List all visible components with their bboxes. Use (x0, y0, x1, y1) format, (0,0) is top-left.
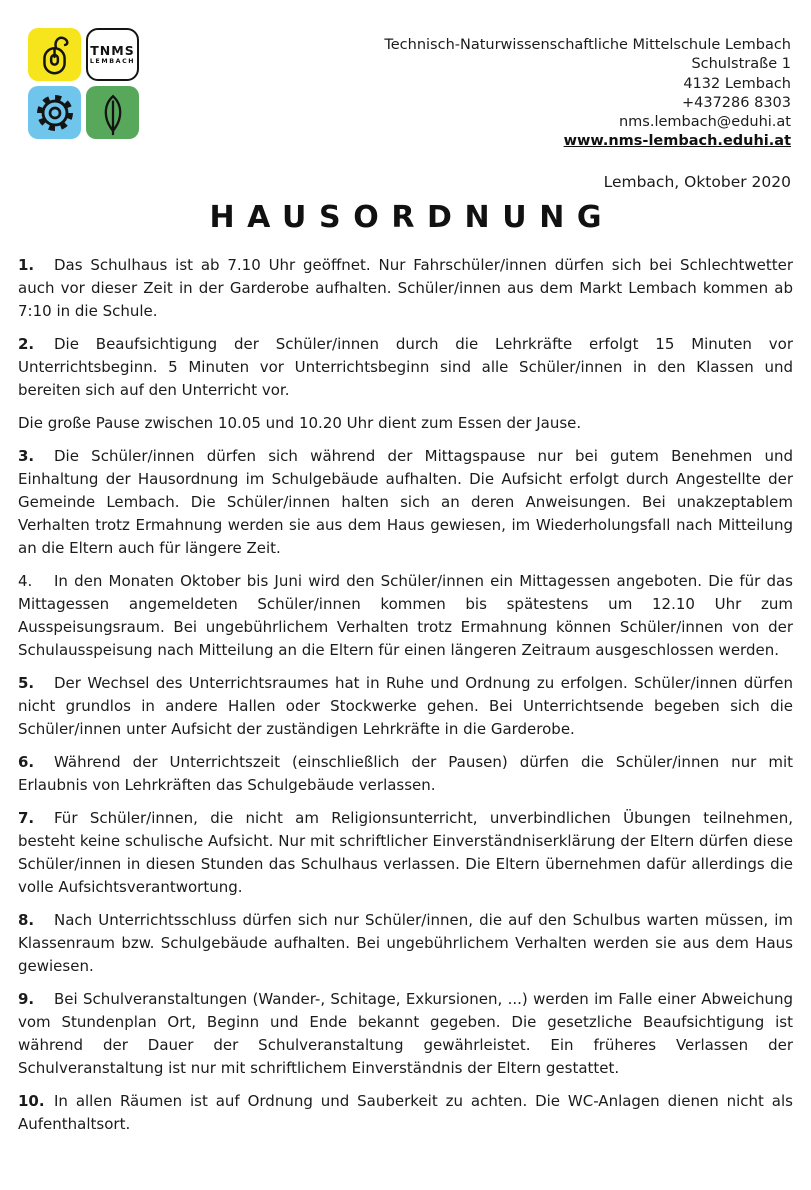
logo-tile-mouse (28, 28, 81, 81)
rule-paragraph-7 (18, 807, 793, 899)
document-body (18, 254, 793, 1146)
logo-tile-gear (28, 86, 81, 139)
rule-text: Bei Schulveranstaltungen (Wander-, Schitage, Exkursionen, ...) werden im Falle einer Abweichung vom Stundenplan Ort, Beginn und Ende bekannt gegeben. Die gesetzliche Beaufsichtigung ist während der Dauer der Schulveranstaltung gewährleistet. Ein früheres Verlassen der Schulveranstaltung ist nur mit schriftlichem Einverständnis der Eltern gestattet. (18, 990, 793, 1077)
rule-text: Die Beaufsichtigung der Schüler/innen durch die Lehrkräfte erfolgt 15 Minuten vor Unterrichtsbeginn. 5 Minuten vor Unterrichtsbeginn sind alle Schüler/innen in den Klassen und bereiten sich auf den Unterricht vor. (18, 335, 793, 399)
rule-paragraph-2 (18, 333, 793, 402)
logo-tile-tnms (86, 28, 139, 81)
tnms-wordmark-sub: LEMBACH (89, 57, 136, 65)
rule-text: Nach Unterrichtsschluss dürfen sich nur Schüler/innen, die auf den Schulbus warten müssen, im Klassenraum bzw. Schulgebäude aufhalten. Bei ungebührlichem Verhalten werden sie aus dem Haus gewiesen. (18, 911, 793, 975)
rule-number: 5. (18, 674, 35, 692)
rule-paragraph-9 (18, 988, 793, 1080)
website-line (384, 132, 791, 151)
rule-number: 6. (18, 753, 35, 771)
letterhead (384, 36, 791, 192)
rule-number: 4. (18, 572, 33, 590)
tnms-wordmark: TNMS (90, 42, 135, 58)
rule-text: In den Monaten Oktober bis Juni wird den Schüler/innen ein Mittagessen angeboten. Die für das Mittagessen angemeldeten Schüler/innen kommen bis spätestens um 12.10 Uhr zum Ausspeisungsraum. Bei ungebührlichem Verhalten trotz Ermahnung können Schüler/innen von der Schulausspeisung nach Mitteilung an die Eltern für einen längeren Zeitraum ausgeschlossen werden. (18, 572, 793, 659)
rule-text: Während der Unterrichtszeit (einschließlich der Pausen) dürfen die Schüler/innen nur mit Erlaubnis von Lehrkräften das Schulgebäude verlassen. (18, 753, 793, 794)
street-address: Schulstraße 1 (691, 56, 791, 73)
rule-number: 3. (18, 447, 35, 465)
rule-number: 1. (18, 256, 35, 274)
rule-paragraph-3 (18, 445, 793, 560)
dateline: Lembach, Oktober 2020 (603, 172, 791, 191)
rule-text: Das Schulhaus ist ab 7.10 Uhr geöffnet. Nur Fahrschüler/innen dürfen sich bei Schlechtwetter auch vor dieser Zeit in der Garderobe aufhalten. Schüler/innen aus dem Markt Lembach kommen ab 7:10 in die Schule. (18, 256, 793, 320)
rule-paragraph-8 (18, 909, 793, 978)
document-title: HAUSORDNUNG (209, 200, 615, 235)
rule-text: Der Wechsel des Unterrichtsraumes hat in Ruhe und Ordnung zu erfolgen. Schüler/innen dürfen nicht grundlos in andere Hallen oder Stockwerke gehen. Bei Unterrichtsende begeben sich die Schüler/innen unter Aufsicht der zuständigen Lehrkräfte in die Garderobe. (18, 674, 793, 738)
rule-paragraph-4 (18, 570, 793, 662)
rule-text: In allen Räumen ist auf Ordnung und Sauberkeit zu achten. Die WC-Anlagen dienen nicht als Aufenthaltsort. (18, 1092, 793, 1133)
pause-note (18, 412, 793, 435)
rule-number: 8. (18, 911, 35, 929)
city-address: 4132 Lembach (683, 75, 791, 92)
leaf-icon (90, 90, 136, 136)
logo-tile-leaf (86, 86, 139, 139)
gear-icon (32, 90, 78, 136)
rule-text: Für Schüler/innen, die nicht am Religionsunterricht, unverbindlichen Übungen teilnehmen, besteht keine schulische Aufsicht. Nur mit schriftlicher Einverständniserklärung der Eltern dürfen diese Schüler/innen in diesen Stunden das Schulhaus verlassen. Die Eltern übernehmen dafür allerdings die volle Aufsichtsverantwortung. (18, 809, 793, 896)
rule-number: 7. (18, 809, 35, 827)
school-name: Technisch-Naturwissenschaftliche Mittelschule Lembach (384, 37, 791, 53)
pause-note-text: Die große Pause zwischen 10.05 und 10.20 Uhr dient zum Essen der Jause. (18, 414, 582, 432)
rule-paragraph-10 (18, 1090, 793, 1136)
rule-number: 2. (18, 335, 35, 353)
phone-number: +437286 8303 (681, 94, 791, 111)
rule-number: 9. (18, 990, 35, 1008)
rule-number: 10. (18, 1092, 45, 1110)
mouse-icon (32, 32, 78, 78)
rule-paragraph-1 (18, 254, 793, 323)
rule-text: Die Schüler/innen dürfen sich während der Mittagspause nur bei gutem Benehmen und Einhaltung der Hausordnung im Schulgebäude aufhalten. Die Aufsicht erfolgt durch Angestellte der Gemeinde Lembach. Die Schüler/innen halten sich an deren Anweisungen. Bei unakzeptablem Verhalten trotz Ermahnung werden sie aus dem Haus gewiesen, im Wiederholungsfall nach Mitteilung an die Eltern auch für längere Zeit. (18, 447, 793, 557)
rule-paragraph-6 (18, 751, 793, 797)
email-address: nms.lembach@eduhi.at (618, 114, 791, 131)
rule-paragraph-5 (18, 672, 793, 741)
school-logo (28, 28, 139, 139)
website-link[interactable]: www.nms-lembach.eduhi.at (563, 133, 791, 150)
